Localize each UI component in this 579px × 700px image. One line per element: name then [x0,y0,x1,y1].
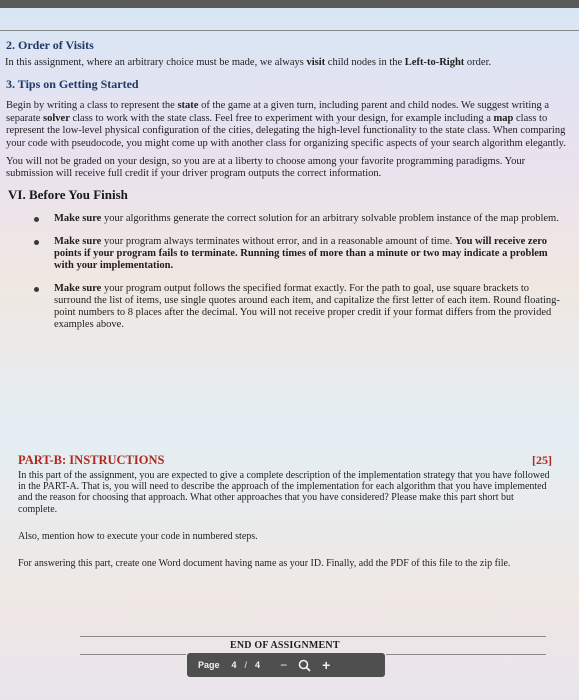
document-content [6,34,568,342]
footer-rule-top [80,636,546,637]
section-heading-order-of-visits: 2. Order of Visits [6,38,94,52]
part-b-section [18,453,552,581]
section-heading-before-you-finish: VI. Before You Finish [8,186,128,202]
bullet-icon [34,240,39,245]
page-label: Page [198,660,220,670]
part-b-paragraph-3: For answering this part, create one Word document having name as your ID. Finally, add the PDF of this file to the zip file. [18,558,511,570]
footer-rule-right [386,654,546,655]
paragraph-tips-1: Begin by writing a class to represent the state of the game at a given turn, including parent and child nodes. We suggest writing a separate solver class to work with the state class. Feel free to experiment with your design, for example including a map class to represent the low-level physical configuration of the cities, delegating the high-level functionality to the state class. When comparing your code with pseudocode, you might come up with another class for organizing specific aspects of your search algorithm elegantly. [6,100,566,149]
zoom-out-button[interactable]: − [280,658,288,672]
end-of-assignment-label: END OF ASSIGNMENT [230,640,340,651]
list-item: Make sure your program output follows the specified format exactly. For the path to goal, use square brackets to surround the list of items, use single quotes around each item, and capitalize the first letter of each item. Round floating-point numbers to 8 places after the decimal. You will not receive proper credit if your format differs from the provided examples above. [6,283,568,331]
current-page-number[interactable]: 4 [231,660,237,670]
paragraph-tips-2: You will not be graded on your design, so you are at a liberty to choose among your favorite programming paradigms. Your submission will receive full credit if your driver program outputs the correct information. [6,156,526,180]
bullet-icon [34,287,39,292]
paragraph-order-of-visits: In this assignment, where an arbitrary choice must be made, we always visit child nodes in the Left-to-Right order. [5,57,492,68]
footer-rule-left [80,654,186,655]
part-b-marks: [25] [532,453,552,467]
part-b-paragraph-2: Also, mention how to execute your code in numbered steps. [18,530,258,542]
zoom-in-button[interactable]: + [322,657,331,673]
section-heading-tips: 3. Tips on Getting Started [6,77,139,92]
list-item: Make sure your program always terminates without error, and in a reasonable amount of time. You will receive zero points if your program fails to terminate. Running times of more than a minute or two may indicate a problem with your implementation. [6,236,568,272]
total-pages: 4 [255,660,261,670]
page-navigation-toolbar [187,653,385,677]
part-b-heading-row [18,453,552,468]
header-rule [0,30,579,31]
list-item: Make sure your algorithms generate the correct solution for an arbitrary solvable problem instance of the map problem. [6,213,568,225]
bullet-icon [34,217,39,222]
zoom-magnifier-icon[interactable] [298,659,311,672]
page-separator: / [244,660,248,670]
part-b-heading: PART-B: INSTRUCTIONS [18,453,165,467]
checklist [6,213,568,331]
part-b-paragraph-1: In this part of the assignment, you are expected to give a complete description of the implementation strategy that you have followed in the PART-A. That is, you will need to describe the approach of the implementation for each algorithm that you have implemented and the reason for choosing that approach. What other approaches that you have considered? Please make this part short but complete. [18,470,550,515]
top-header-strip [0,0,579,8]
